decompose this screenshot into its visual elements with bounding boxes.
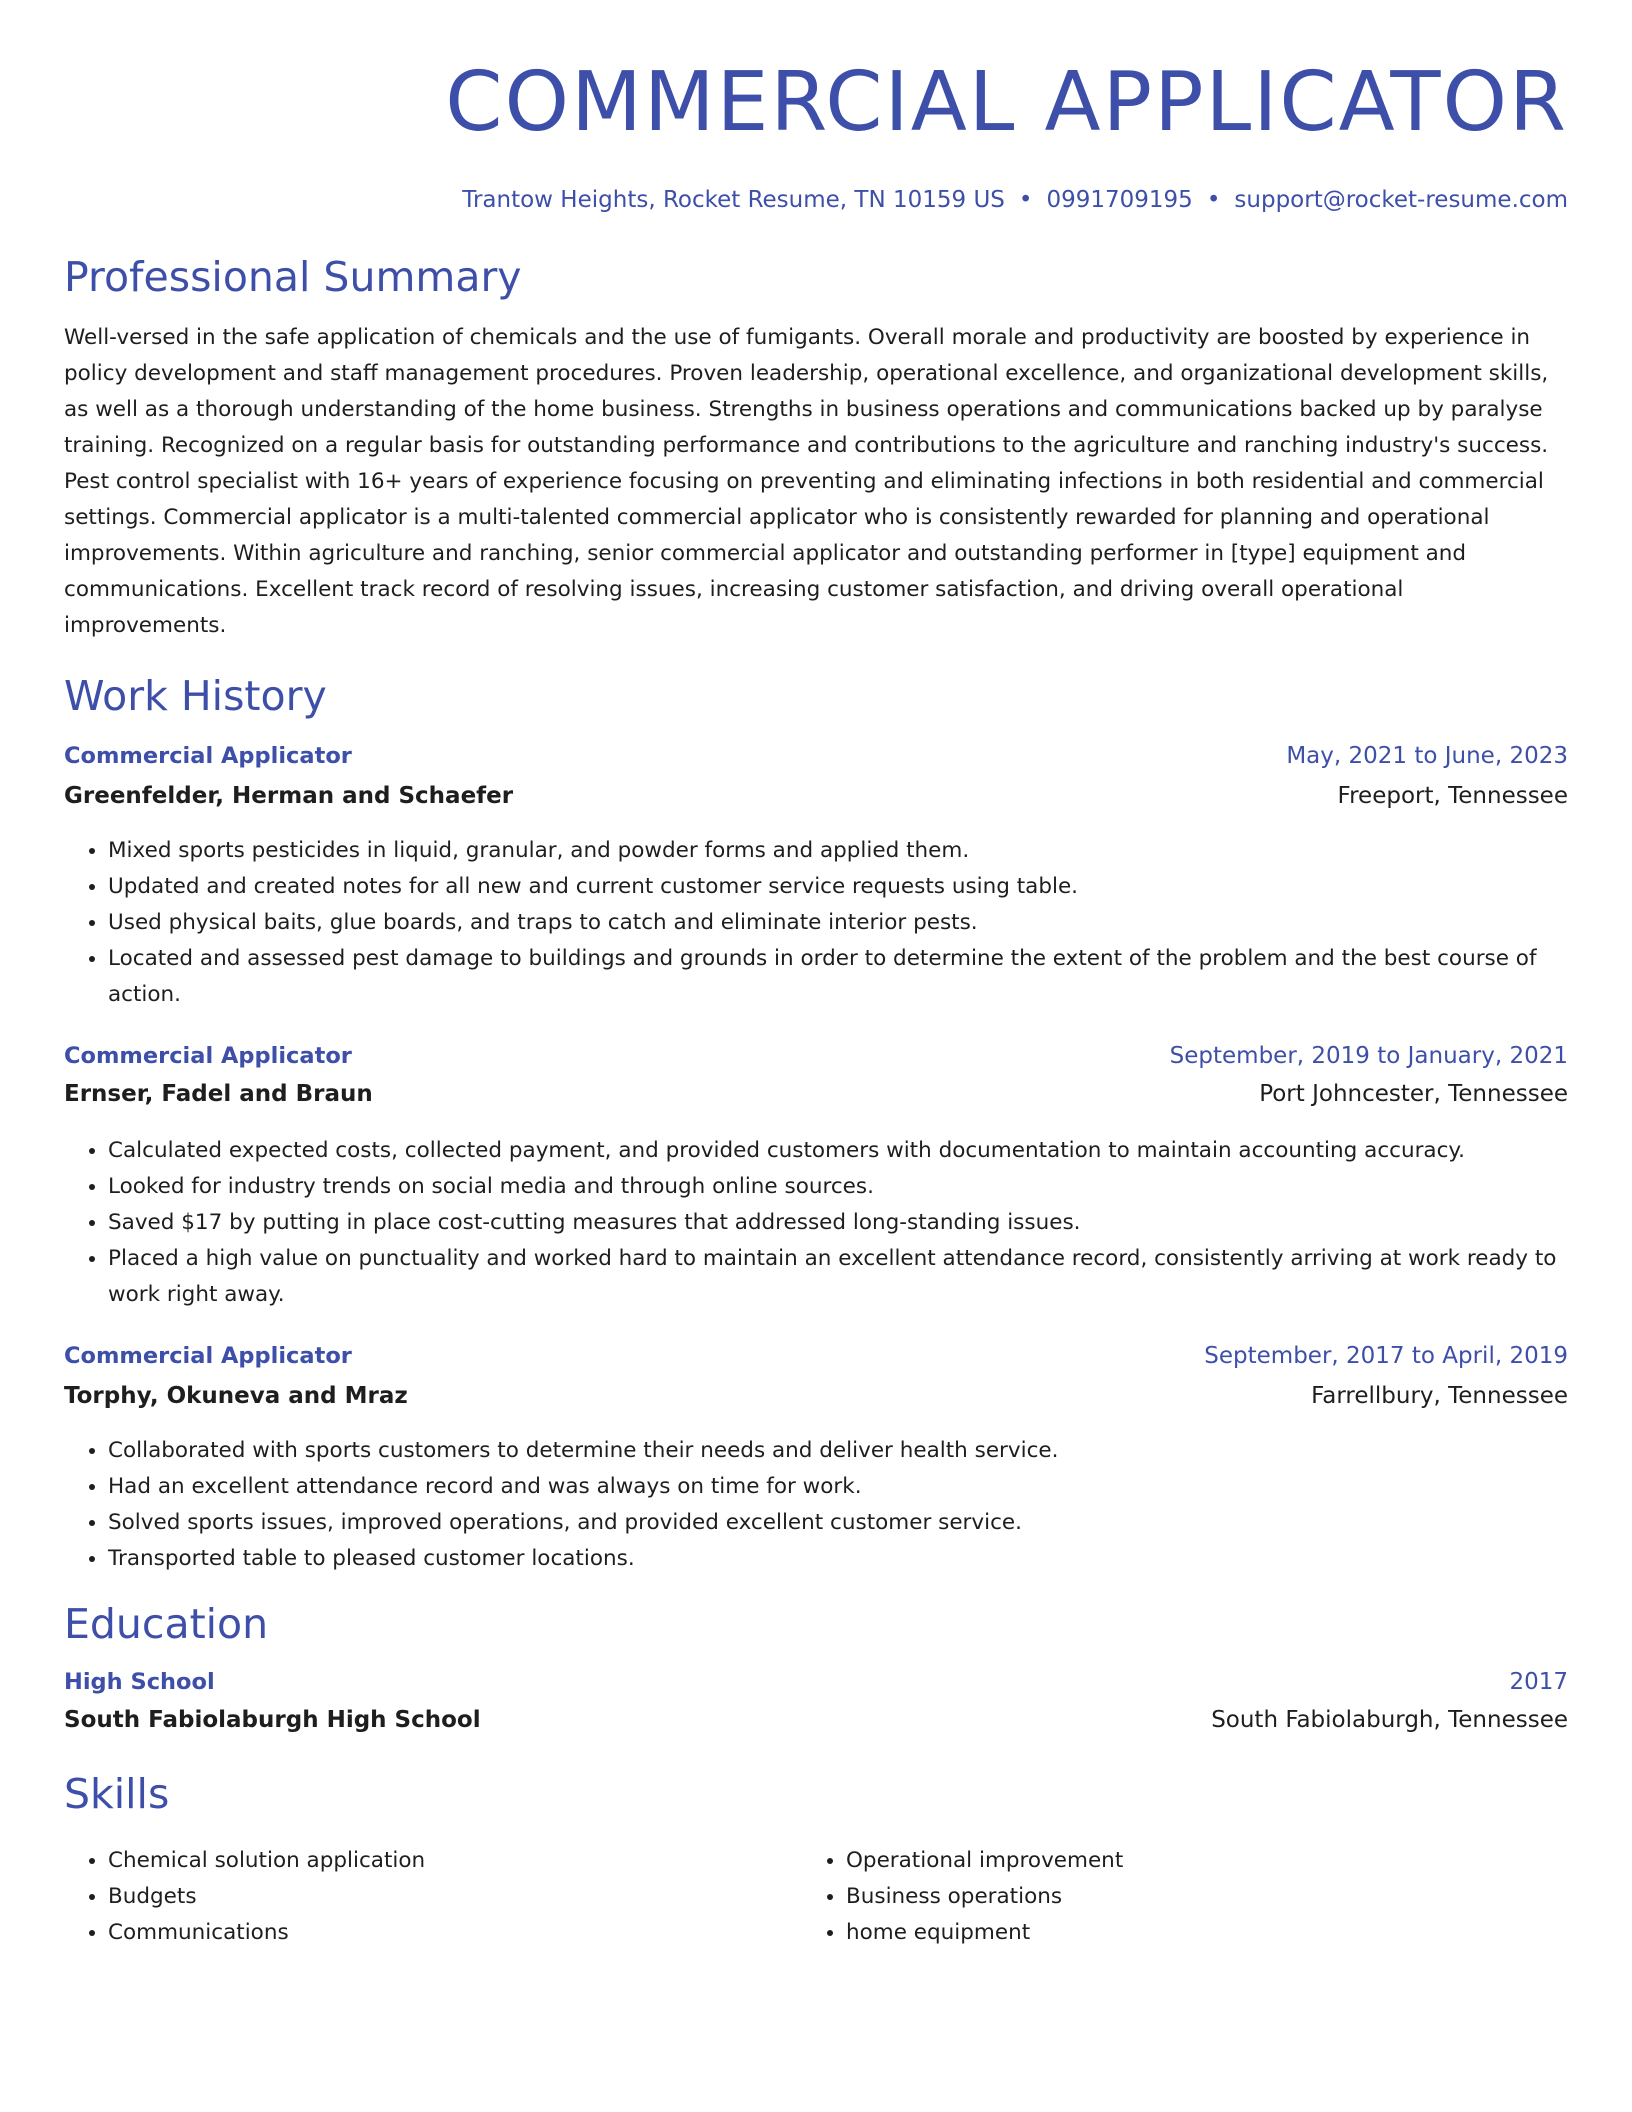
list-item: • Mixed sports pesticides in liquid, granular, and powder forms and applied them. xyxy=(108,833,1568,869)
school-name: South Fabiolaburgh High School xyxy=(64,1707,481,1733)
job-title: Commercial Applicator xyxy=(64,1343,352,1369)
job-dates: May, 2021 to June, 2023 xyxy=(1286,743,1568,769)
skill-item: • home equipment xyxy=(846,1915,1540,1951)
list-item: • Transported table to pleased customer locations. xyxy=(108,1541,1568,1577)
company-name: Ernser, Fadel and Braun xyxy=(64,1081,373,1107)
education-entry xyxy=(64,1669,1568,1747)
list-item: • Located and assessed pest damage to buildings and grounds in order to determine the extent of the problem and the best course of action. xyxy=(108,941,1568,1013)
graduation-year: 2017 xyxy=(1509,1669,1568,1695)
contact-email: support@rocket-resume.com xyxy=(1234,187,1568,213)
job-entry xyxy=(64,1343,1568,1577)
list-item: • Updated and created notes for all new and current customer service requests using table. xyxy=(108,869,1568,905)
job-bullets xyxy=(64,833,1568,1013)
skill-item: • Operational improvement xyxy=(846,1843,1540,1879)
job-title: Commercial Applicator xyxy=(64,1043,352,1069)
job-dates: September, 2017 to April, 2019 xyxy=(1204,1343,1568,1369)
list-item: • Had an excellent attendance record and was always on time for work. xyxy=(108,1469,1568,1505)
contact-phone: 0991709195 xyxy=(1046,187,1193,213)
school-location: South Fabiolaburgh, Tennessee xyxy=(1211,1707,1568,1733)
job-title: Commercial Applicator xyxy=(64,743,352,769)
skills-list xyxy=(64,1843,802,1951)
summary-text: Well-versed in the safe application of chemicals and the use of fumigants. Overall morale and productivity are boosted by experience in policy development and staff management procedures. Proven leadership, operational excellence, and organizational development skills, as well as a thorough understanding of the home business. Strengths in business operations and communications backed up by paralyse training. Recognized on a regular basis for outstanding performance and contributions to the agriculture and ranching industry's success. Pest control specialist with 16+ years of experience focusing on preventing and eliminating infections in both residential and commercial settings. Commercial applicator is a multi-talented commercial applicator who is consistently rewarded for planning and operational improvements. Within agriculture and ranching, senior commercial applicator and outstanding performer in [type] equipment and communications. Excellent track record of resolving issues, increasing customer satisfaction, and driving overall operational improvements. xyxy=(64,325,1549,638)
skills-grid xyxy=(64,1843,1568,1951)
list-item: • Collaborated with sports customers to determine their needs and deliver health service. xyxy=(108,1433,1568,1469)
job-entry xyxy=(64,743,1568,1013)
skill-item: • Business operations xyxy=(846,1879,1540,1915)
contact-address: Trantow Heights, Rocket Resume, TN 10159 US xyxy=(462,187,1005,213)
company-name: Greenfelder, Herman and Schaefer xyxy=(64,783,514,809)
skills-heading: Skills xyxy=(64,1770,170,1818)
skills-list xyxy=(802,1843,1540,1951)
skills-column-right xyxy=(802,1843,1540,1951)
contact-line xyxy=(64,186,1568,214)
degree: High School xyxy=(64,1669,215,1695)
company-name: Torphy, Okuneva and Mraz xyxy=(64,1383,408,1409)
job-bullets xyxy=(64,1133,1568,1313)
job-location: Port Johncester, Tennessee xyxy=(1259,1081,1568,1107)
work-history-heading: Work History xyxy=(64,672,327,720)
job-dates: September, 2019 to January, 2021 xyxy=(1169,1043,1568,1069)
list-item: • Looked for industry trends on social media and through online sources. xyxy=(108,1169,1568,1205)
job-location: Farrellbury, Tennessee xyxy=(1311,1383,1568,1409)
skill-item: • Chemical solution application xyxy=(108,1843,802,1879)
skills-column-left xyxy=(64,1843,802,1951)
job-bullets xyxy=(64,1433,1568,1577)
resume-header xyxy=(64,0,1568,214)
contact-separator: • xyxy=(1018,187,1033,213)
contact-separator: • xyxy=(1206,187,1221,213)
list-item: • Saved $17 by putting in place cost-cutting measures that addressed long-standing issues. xyxy=(108,1205,1568,1241)
list-item: • Placed a high value on punctuality and worked hard to maintain an excellent attendance record, consistently arriving at work ready to work right away. xyxy=(108,1241,1568,1313)
list-item: • Calculated expected costs, collected payment, and provided customers with documentation to maintain accounting accuracy. xyxy=(108,1133,1568,1169)
education-heading: Education xyxy=(64,1600,269,1648)
list-item: • Used physical baits, glue boards, and traps to catch and eliminate interior pests. xyxy=(108,905,1568,941)
candidate-name: COMMERCIAL APPLICATOR xyxy=(445,55,1568,150)
job-entry xyxy=(64,1043,1568,1313)
list-item: • Solved sports issues, improved operations, and provided excellent customer service. xyxy=(108,1505,1568,1541)
job-location: Freeport, Tennessee xyxy=(1337,783,1568,809)
skill-item: • Communications xyxy=(108,1915,802,1951)
summary-heading: Professional Summary xyxy=(64,253,522,301)
skill-item: • Budgets xyxy=(108,1879,802,1915)
